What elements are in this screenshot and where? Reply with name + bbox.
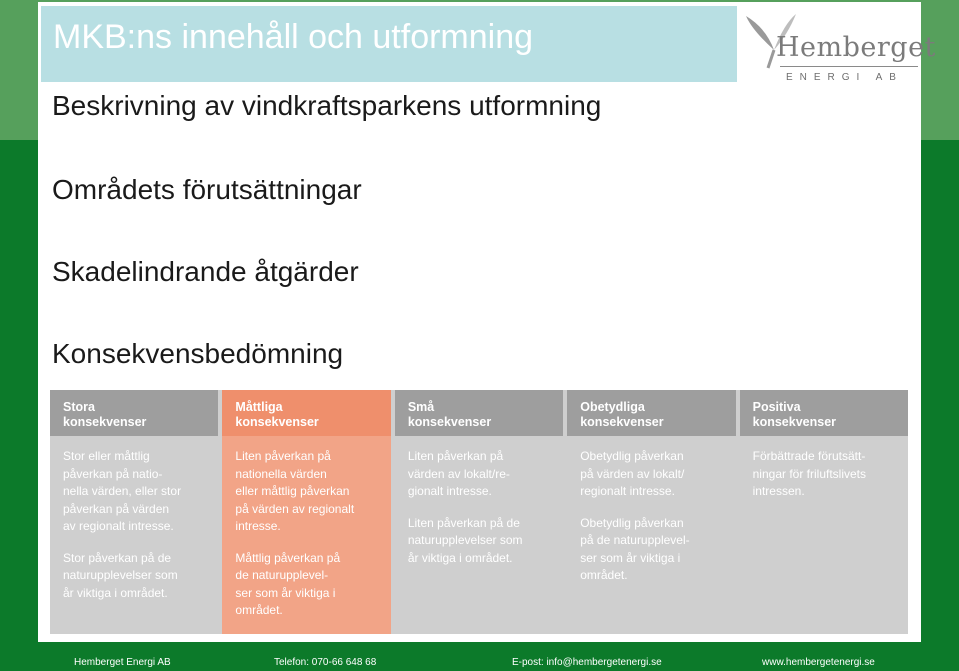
bullet-2: Områdets förutsättningar	[52, 174, 362, 205]
hemberget-logo	[742, 6, 936, 86]
column-obetydliga	[567, 390, 735, 634]
column-text: Liten påverkan på nationella värden eller måttlig påverkan på värden av regionalt intresse.	[235, 449, 355, 533]
column-header: Måttliga konsekvenser	[222, 390, 390, 436]
column-header: Stora konsekvenser	[50, 390, 218, 436]
slide	[38, 2, 936, 642]
title-bar	[41, 6, 737, 82]
column-text: Stor eller måttlig påverkan på natio- nella värden, eller stor påverkan på värden av regionalt intresse.	[63, 449, 182, 533]
column-text: Stor påverkan på de naturupplevelser som år viktiga i området.	[63, 550, 178, 600]
footer-company: Hemberget Energi AB	[74, 657, 171, 668]
column-text: Obetydlig påverkan på värden av lokalt/ regionalt intresse.	[580, 449, 685, 498]
logo-name: Hemberget	[776, 32, 936, 63]
column-text: Obetydlig påverkan på de naturupplevel- ser som år viktiga i området.	[580, 515, 690, 582]
column-text: Förbättrade förutsätt- ningar för friluftslivets intressen.	[752, 449, 866, 498]
column-text: Måttlig påverkan på de naturupplevel- ser som år viktiga i området.	[235, 550, 341, 617]
column-header: Små konsekvenser	[395, 390, 563, 436]
column-sma	[395, 390, 563, 634]
consequence-table	[50, 390, 908, 634]
column-header: Positiva konsekvenser	[740, 390, 908, 436]
footer-phone: Telefon: 070-66 648 68	[274, 657, 377, 668]
footer-website: www.hembergetenergi.se	[762, 657, 875, 668]
bullet-3: Skadelindrande åtgärder	[52, 256, 359, 287]
column-header: Obetydliga konsekvenser	[567, 390, 735, 436]
bullet-4: Konsekvensbedömning	[52, 338, 344, 369]
footer-email: E-post: info@hembergetenergi.se	[512, 657, 662, 668]
footer	[0, 657, 959, 671]
logo-divider	[780, 66, 918, 67]
column-text: Liten påverkan på värden av lokalt/re- gionalt intresse.	[407, 449, 510, 498]
column-mattliga	[222, 390, 390, 634]
column-stora	[50, 390, 218, 634]
logo-subtitle: ENERGI AB	[786, 72, 903, 83]
column-text: Liten påverkan på de naturupplevelser som år viktiga i området.	[407, 515, 523, 565]
slide-title: MKB:ns innehåll och utformning	[53, 18, 534, 56]
bullet-1: Beskrivning av vindkraftsparkens utformning	[52, 90, 602, 121]
column-positiva	[740, 390, 908, 634]
